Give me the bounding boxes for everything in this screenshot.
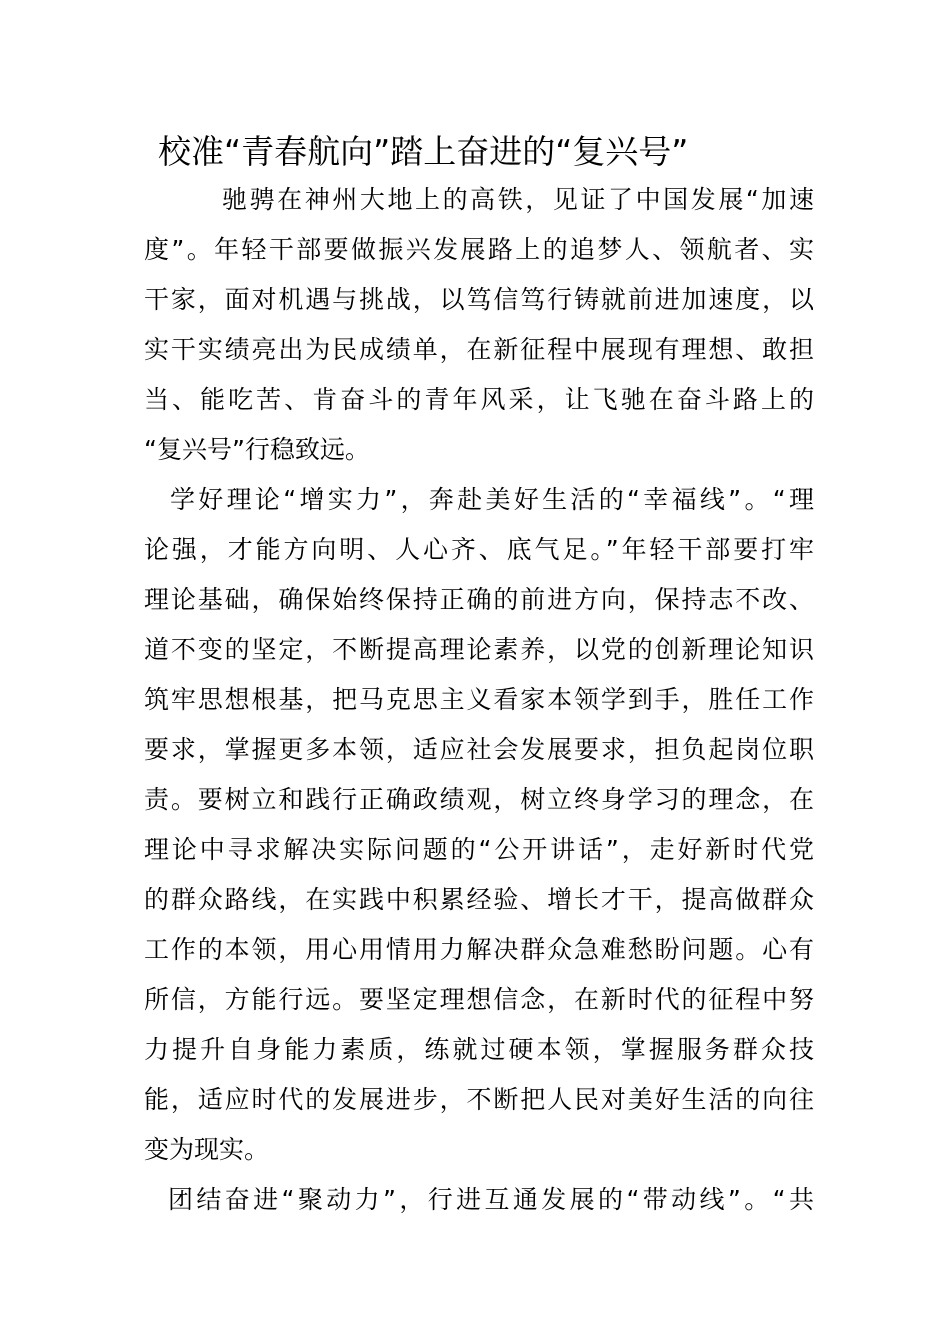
paragraph-line: 所信，方能行远。要坚定理想信念，在新时代的征程中努 (144, 985, 814, 1014)
document-title: 校准“青春航向”踏上奋进的“复兴号” (158, 132, 689, 171)
paragraph-line: 理论中寻求解决实际问题的“公开讲话”，走好新时代党 (144, 835, 814, 864)
paragraph-line: 能，适应时代的发展进步，不断把人民对美好生活的向往 (144, 1085, 814, 1114)
paragraph-line: 团结奋进“聚动力”，行进互通发展的“带动线”。“共 (168, 1185, 814, 1214)
paragraph-line: 力提升自身能力素质，练就过硬本领，掌握服务群众技 (144, 1035, 814, 1064)
paragraph-line: 要求，掌握更多本领，适应社会发展要求，担负起岗位职 (144, 735, 814, 764)
paragraph-line: 学好理论“增实力”，奔赴美好生活的“幸福线”。“理 (170, 485, 814, 514)
paragraph-line: 度”。年轻干部要做振兴发展路上的追梦人、领航者、实 (144, 235, 814, 264)
paragraph-line: 论强，才能方向明、人心齐、底气足。”年轻干部要打牢 (144, 535, 814, 564)
paragraph-line: 道不变的坚定，不断提高理论素养，以党的创新理论知识 (144, 635, 814, 664)
paragraph-line: 驰骋在神州大地上的高铁，见证了中国发展“加速 (222, 185, 814, 214)
paragraph-line: 当、能吃苦、肯奋斗的青年风采，让飞驰在奋斗路上的 (144, 385, 814, 414)
paragraph-line: 实干实绩亮出为民成绩单，在新征程中展现有理想、敢担 (144, 335, 814, 364)
paragraph-line: 干家，面对机遇与挑战，以笃信笃行铸就前进加速度，以 (144, 285, 814, 314)
paragraph-line: 变为现实。 (144, 1135, 270, 1164)
paragraph-line: 筑牢思想根基，把马克思主义看家本领学到手，胜任工作 (144, 685, 814, 714)
paragraph-line: 工作的本领，用心用情用力解决群众急难愁盼问题。心有 (144, 935, 814, 964)
paragraph-line: 理论基础，确保始终保持正确的前进方向，保持志不改、 (144, 585, 814, 614)
paragraph-line: 责。要树立和践行正确政绩观，树立终身学习的理念，在 (144, 785, 814, 814)
paragraph-line: “复兴号”行稳致远。 (144, 435, 370, 464)
paragraph-line: 的群众路线，在实践中积累经验、增长才干，提高做群众 (144, 885, 814, 914)
